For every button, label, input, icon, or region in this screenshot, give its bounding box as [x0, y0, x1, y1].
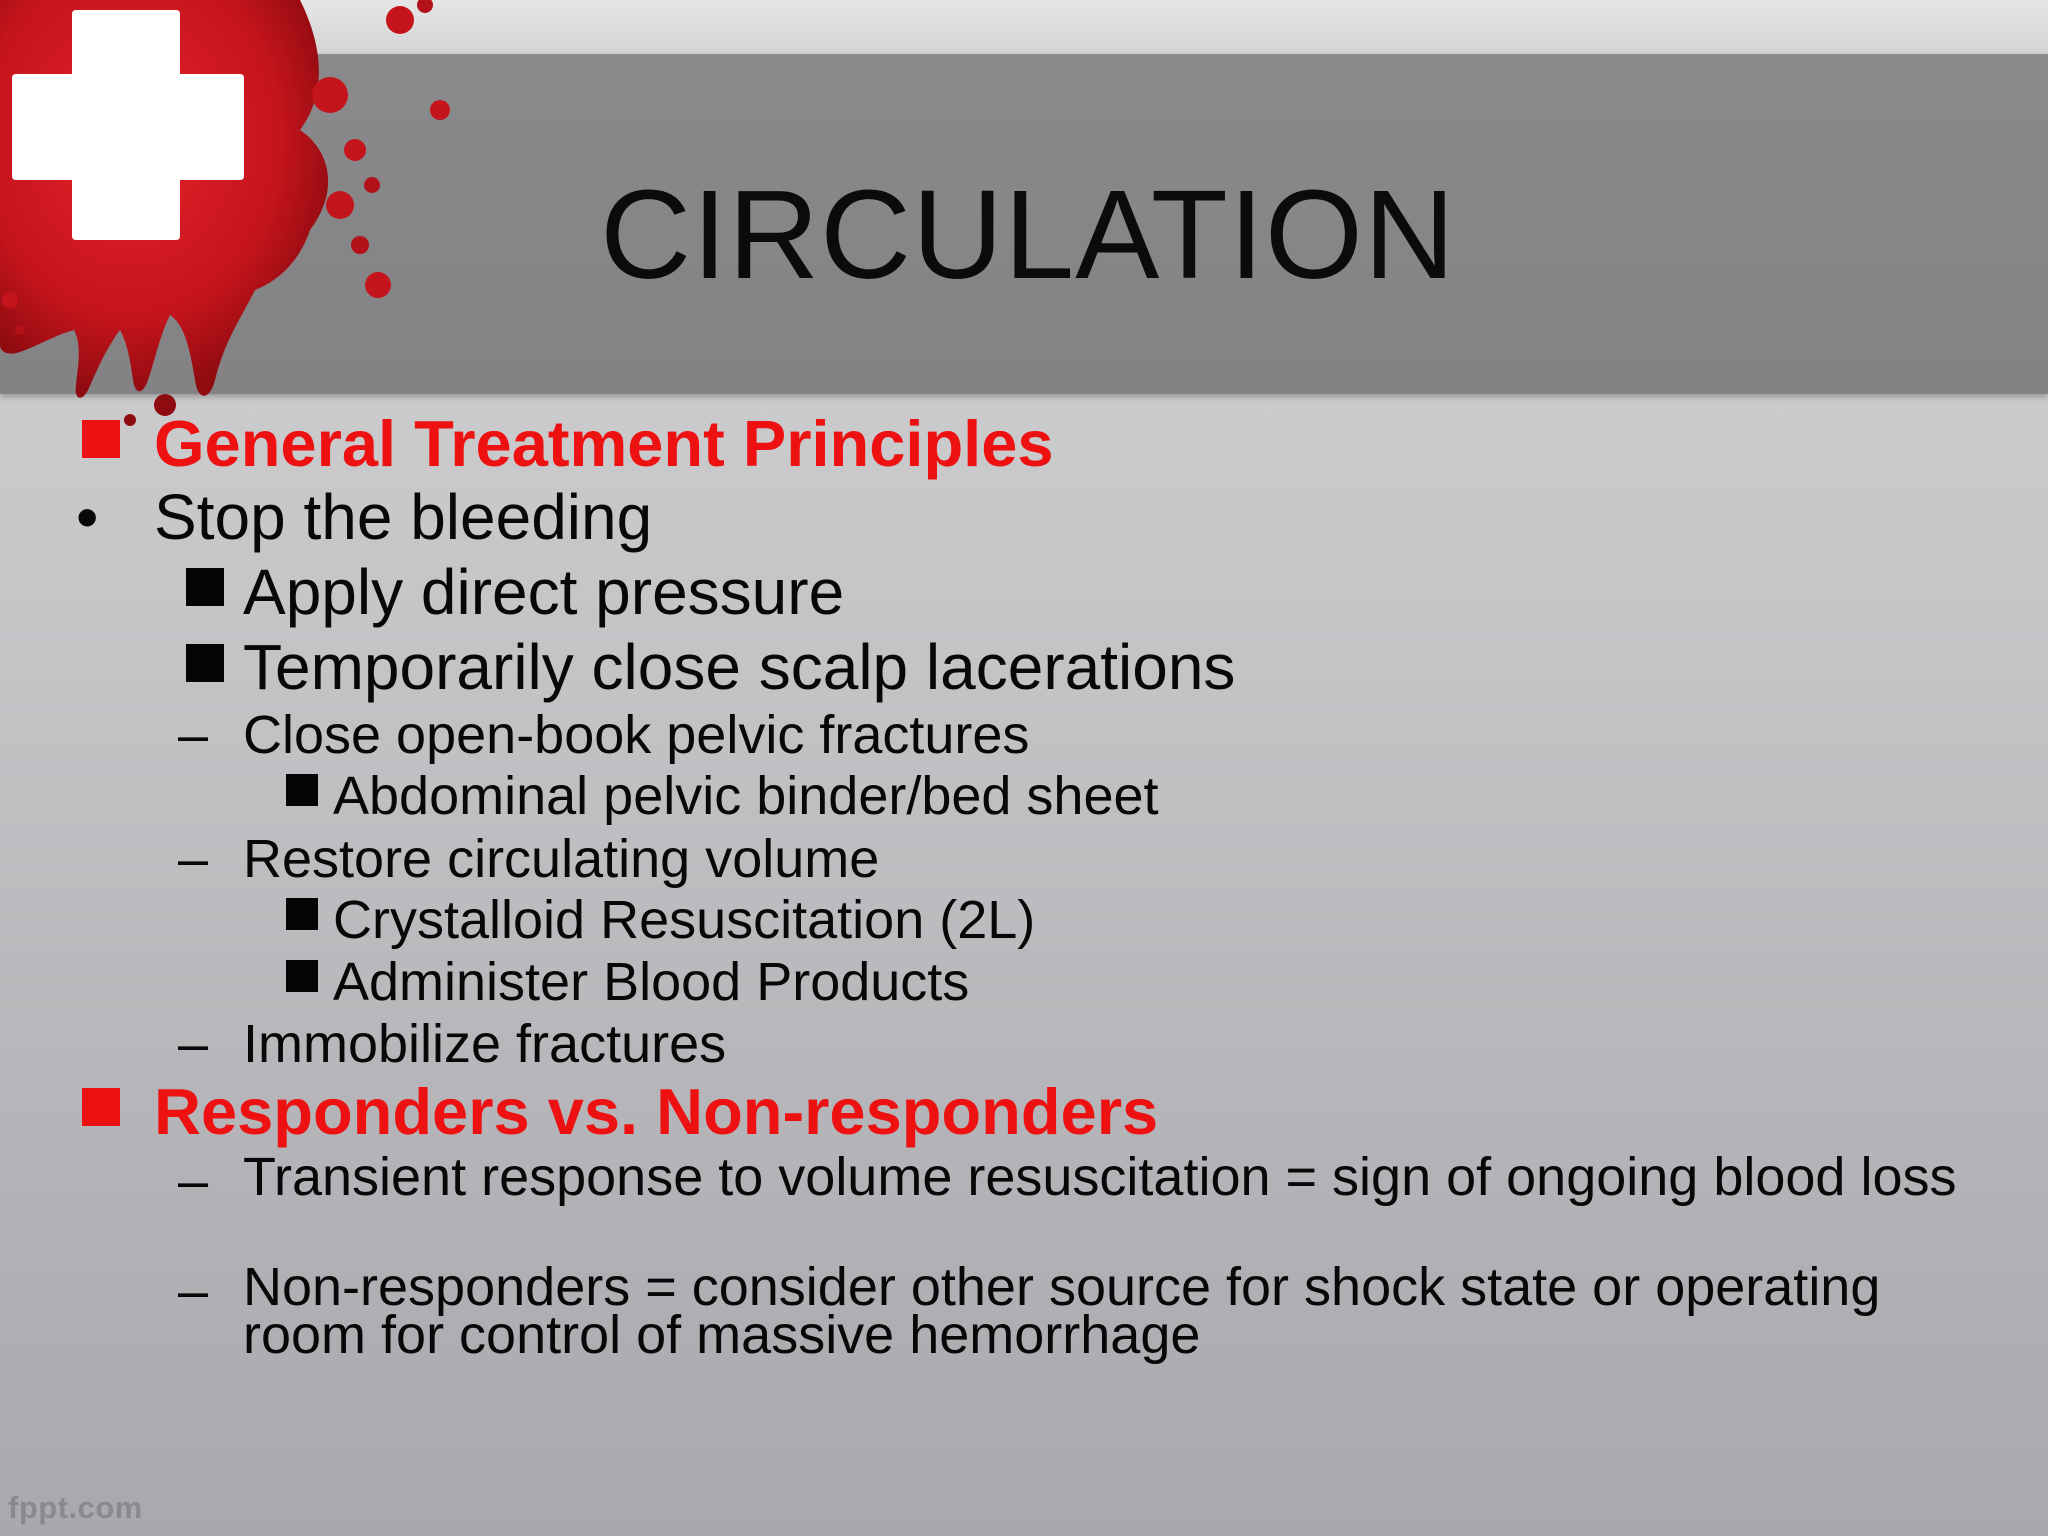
section-heading-general-treatment: General Treatment Principles: [154, 407, 1054, 480]
black-square-bullet: [286, 898, 318, 930]
black-square-bullet: [186, 644, 224, 682]
red-square-bullet: [82, 420, 120, 458]
list-item-scalp-lacerations: Temporarily close scalp lacerations: [243, 631, 1236, 703]
list-item-crystalloid: Crystalloid Resuscitation (2L): [333, 890, 1036, 950]
list-item-pelvic-binder: Abdominal pelvic binder/bed sheet: [333, 766, 1159, 826]
list-item-stop-bleeding: Stop the bleeding: [154, 481, 653, 553]
black-square-bullet: [286, 960, 318, 992]
dash-bullet: –: [178, 1261, 209, 1321]
list-item-pelvic-fractures: Close open-book pelvic fractures: [243, 705, 1030, 765]
red-square-bullet: [82, 1088, 120, 1126]
list-item-restore-volume: Restore circulating volume: [243, 829, 880, 889]
list-item-transient-response: Transient response to volume resuscitation = sign of ongoing blood loss: [243, 1147, 1957, 1207]
list-item-non-responders: Non-responders = consider other source for shock state or operating room for control of massive hemorrhage: [243, 1257, 1881, 1365]
dot-bullet: •: [76, 481, 99, 553]
dash-bullet: –: [178, 829, 209, 889]
section-heading-responders: Responders vs. Non-responders: [154, 1075, 1159, 1148]
black-square-bullet: [186, 568, 224, 606]
list-item-immobilize: Immobilize fractures: [243, 1014, 727, 1074]
dash-bullet: –: [178, 1014, 209, 1074]
list-item-direct-pressure: Apply direct pressure: [243, 556, 845, 628]
dash-bullet: –: [178, 1151, 209, 1211]
list-item-blood-products: Administer Blood Products: [333, 952, 970, 1012]
black-square-bullet: [286, 774, 318, 806]
slide-title: CIRCULATION: [600, 164, 1456, 305]
dash-bullet: –: [178, 705, 209, 765]
watermark: fppt.com: [8, 1490, 143, 1525]
